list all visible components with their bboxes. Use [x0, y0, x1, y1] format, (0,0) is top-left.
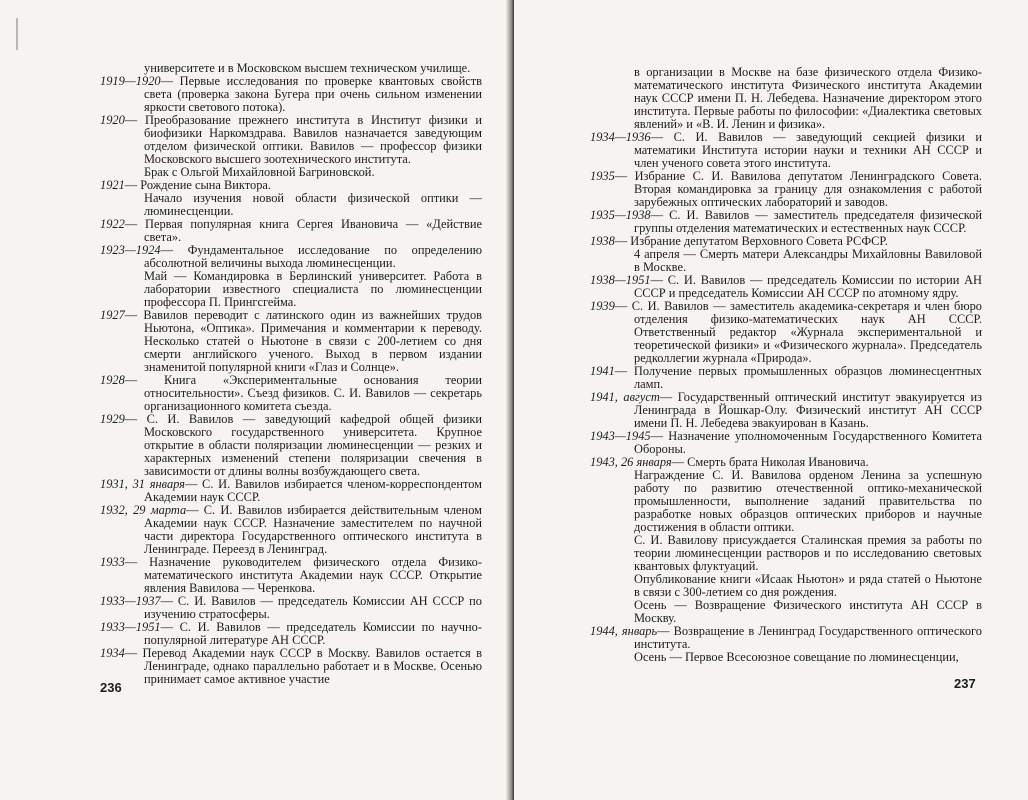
entry-body: — Преобразование прежнего института в Институт физики и биофизики Наркомздрава. Вавилов назначается заведующим отделом физической оптики. Вавилов — профессор физики Московского высшего зоотехнического института. — [124, 113, 482, 166]
chronology-entry — [100, 179, 482, 218]
right-entries — [590, 131, 982, 664]
right-page — [514, 0, 1028, 800]
entry-date: 1933—1951 — [100, 620, 161, 634]
chronology-entry — [100, 413, 482, 478]
entry-date: 1923—1924 — [100, 243, 161, 257]
entry-text — [590, 130, 982, 170]
chronology-entry — [100, 504, 482, 556]
entry-body: — Получение первых промышленных образцов люминесцентных ламп. — [614, 364, 982, 391]
entry-text — [100, 620, 482, 647]
entry-date: 1938 — [590, 234, 615, 248]
chronology-entry — [590, 391, 982, 430]
entry-body: — Первые исследования по проверке квантовых свойств света (проверка закона Бугера при очень сильном изменении яркости светового потока). — [144, 74, 482, 114]
entry-date: 1938—1951 — [590, 273, 651, 287]
entry-date: 1920 — [100, 113, 125, 127]
entry-date: 1931, 31 января — [100, 477, 185, 491]
right-intro: в организации в Москве на базе физического отдела Физико-математического института Физического института Академии наук СССР имени П. Н. Лебедева. Назначение директором этого института. Первые работы по философии: «Диалектика световых явлений» и «В. И. Ленин и физика». — [634, 65, 982, 131]
entry-body: — Смерть брата Николая Ивановича. — [671, 455, 869, 469]
entry-date: 1919—1920 — [100, 74, 161, 88]
entry-date: 1933—1937 — [100, 594, 161, 608]
chronology-entry — [590, 365, 982, 391]
entry-text — [590, 273, 982, 300]
entry-body: Осень — Возвращение Физического института АН СССР в Москву. — [634, 598, 982, 625]
chronology-entry — [590, 625, 982, 664]
entry-date: 1944, январь — [590, 624, 658, 638]
entry-body: — Избрание депутатом Верховного Совета РСФСР. — [614, 234, 888, 248]
entry-continuation — [144, 270, 482, 309]
entry-body: — С. И. Вавилов избирается действительным членом Академии наук СССР. Назначение заместителем по научной части директора Государственного оптического института в Ленинграде. Переезд в Ленинград. — [144, 503, 482, 556]
entry-continuation — [634, 573, 982, 599]
entry-date: 1933 — [100, 555, 125, 569]
chronology-entry — [590, 274, 982, 300]
entry-body: — Возвращение в Ленинград Государственного оптического института. — [634, 624, 982, 651]
chronology-entry — [590, 456, 982, 625]
chronology-entry — [590, 430, 982, 456]
entry-date: 1935—1938 — [590, 208, 651, 222]
chronology-entry — [100, 374, 482, 413]
entry-date: 1932, 29 марта — [100, 503, 187, 517]
entry-text — [100, 243, 482, 270]
entry-text — [100, 594, 482, 621]
entry-body: — С. И. Вавилов — заместитель председателя физической группы отделения математических и естественных наук СССР. — [634, 208, 982, 235]
entry-text — [100, 308, 482, 374]
entry-date: 1941 — [590, 364, 615, 378]
entry-body: — Книга «Экспериментальные основания теории относительности». Съезд физиков. С. И. Вавилов — секретарь организационного комитета съезда. — [124, 373, 482, 413]
entry-body: 4 апреля — Смерть матери Александры Михайловны Вавиловой в Москве. — [634, 247, 982, 274]
chronology-entry — [590, 170, 982, 209]
chronology-entry — [100, 75, 482, 114]
entry-continuation — [634, 248, 982, 274]
entry-date: 1929 — [100, 412, 125, 426]
entry-text — [590, 390, 982, 430]
entry-continuation — [634, 469, 982, 534]
entry-date: 1934—1936 — [590, 130, 651, 144]
chronology-entry — [100, 218, 482, 244]
entry-body: — Рождение сына Виктора. — [124, 178, 272, 192]
entry-body: — Перевод Академии наук СССР в Москву. Вавилов остается в Ленинграде, однако параллельно работает и в Москве. Осенью принимает самое активное участие — [124, 646, 482, 686]
entry-continuation — [634, 534, 982, 573]
entry-body: — Назначение руководителем физического отдела Физико-математического института Академии наук СССР. Открытие явления Вавилова — Черенкова. — [124, 555, 482, 595]
entry-body: — С. И. Вавилов — заведующий кафедрой общей физики Московского государственного университета. Крупное открытие в области поляризации люминесценции — резких и характерных изменений степени поляризации свечения в зависимости от длины волны возбуждающего света. — [124, 412, 482, 478]
entry-continuation — [634, 599, 982, 625]
entry-date: 1943—1945 — [590, 429, 651, 443]
entry-body: — Назначение уполномоченным Государственного Комитета Обороны. — [634, 429, 982, 456]
entry-date: 1934 — [100, 646, 125, 660]
entry-text — [100, 113, 482, 166]
chronology-entry — [590, 131, 982, 170]
chronology-entry — [590, 209, 982, 235]
entry-body: Награждение С. И. Вавилова орденом Ленина за успешную работу по развитию отечественной оптико-механической промышленности, выполнение заданий правительства по разработке новых образцов оптических приборов и научные достижения в области оптики. — [634, 468, 982, 534]
entry-body: — Вавилов переводит с латинского один из важнейших трудов Ньютона, «Оптика». Примечания и комментарии к переводу. Несколько статей о Ньютоне в связи с 200-летием со дня смерти английского ученого. Выход в первом издании знаменитой популярной книги «Глаз и Солнце». — [124, 308, 482, 374]
entry-text — [590, 429, 982, 456]
entry-text — [100, 373, 482, 413]
entry-body: — Фундаментальное исследование по определению абсолютной величины выхода люминесценции. — [144, 243, 482, 270]
chronology-entry — [100, 309, 482, 374]
entry-text — [590, 299, 982, 365]
chronology-entry — [590, 235, 982, 274]
entry-date: 1921 — [100, 178, 125, 192]
scan-artifact — [16, 18, 18, 50]
entry-date: 1941, август — [590, 390, 660, 404]
entry-body: Брак с Ольгой Михайловной Багриновской. — [144, 165, 375, 179]
left-entries — [100, 75, 482, 686]
entry-date: 1939 — [590, 299, 615, 313]
entry-text — [590, 624, 982, 651]
chronology-entry — [100, 114, 482, 179]
entry-body: — С. И. Вавилов избирается членом-корреспондентом Академии наук СССР. — [144, 477, 482, 504]
chronology-entry — [100, 647, 482, 686]
entry-body: Осень — Первое Всесоюзное совещание по люминесценции, — [634, 650, 959, 664]
chronology-entry — [100, 478, 482, 504]
entry-date: 1922 — [100, 217, 125, 231]
entry-body: — С. И. Вавилов — председатель Комиссии по истории АН СССР и председатель Комиссии АН СССР по атомному ядру. — [634, 273, 982, 300]
entry-date: 1943, 26 января — [590, 455, 672, 469]
entry-body: — С. И. Вавилов — заместитель академика-секретаря и член бюро отделения физико-математических наук АН СССР. Ответственный редактор «Журнала экспериментальной и теоретической физики» и «Физического журнала». Председатель редколлегии журнала «Природа». — [614, 299, 982, 365]
entry-body: — Первая популярная книга Сергея Ивановича — «Действие света». — [124, 217, 482, 244]
entry-continuation — [634, 651, 982, 664]
page-number-left: 236 — [100, 680, 122, 695]
chronology-entry — [100, 621, 482, 647]
entry-body: Май — Командировка в Берлинский университет. Работа в лаборатории известного специалиста по люминесценции профессора П. Прингсгейма. — [144, 269, 482, 309]
entry-text — [100, 646, 482, 686]
entry-text — [100, 412, 482, 478]
left-intro: университете и в Московском высшем техническом училище. — [144, 61, 471, 75]
chronology-entry — [100, 244, 482, 309]
right-page-text — [590, 66, 982, 664]
entry-body: Начало изучения новой области физической оптики — люминесценции. — [144, 191, 482, 218]
entry-date: 1927 — [100, 308, 125, 322]
entry-text — [590, 208, 982, 235]
entry-text — [100, 477, 482, 504]
chronology-entry — [100, 595, 482, 621]
page-number-right: 237 — [954, 676, 976, 691]
entry-date: 1935 — [590, 169, 615, 183]
entry-text — [100, 74, 482, 114]
entry-text — [590, 169, 982, 209]
chronology-entry — [590, 300, 982, 365]
entry-body: — Государственный оптический институт эвакуируется из Ленинграда в Йошкар-Олу. Физический институт АН СССР имени П. Н. Лебедева эвакуирован в Казань. — [634, 390, 982, 430]
left-page-text — [100, 62, 482, 686]
entry-body: С. И. Вавилову присуждается Сталинская премия за работы по теории люминесценции растворов и по исследованию световых квантовых флуктуаций. — [634, 533, 982, 573]
entry-body: Опубликование книги «Исаак Ньютон» и ряда статей о Ньютоне в связи с 300-летием со дня рождения. — [634, 572, 982, 599]
entry-text — [100, 217, 482, 244]
entry-continuation — [144, 192, 482, 218]
entry-body: — Избрание С. И. Вавилова депутатом Ленинградского Совета. Вторая командировка за границу для ознакомления с работой зарубежных оптических лабораторий и заводов. — [614, 169, 982, 209]
entry-text — [590, 364, 982, 391]
entry-text — [100, 503, 482, 556]
entry-text — [100, 555, 482, 595]
chronology-entry — [100, 556, 482, 595]
entry-body: — С. И. Вавилов — заведующий секцией физики и математики Института истории науки и техники АН СССР и член ученого совета этого института. — [634, 130, 982, 170]
entry-date: 1928 — [100, 373, 125, 387]
entry-body: — С. И. Вавилов — председатель Комиссии по научно-популярной литературе АН СССР. — [144, 620, 482, 647]
entry-body: — С. И. Вавилов — председатель Комиссии АН СССР по изучению стратосферы. — [144, 594, 482, 621]
